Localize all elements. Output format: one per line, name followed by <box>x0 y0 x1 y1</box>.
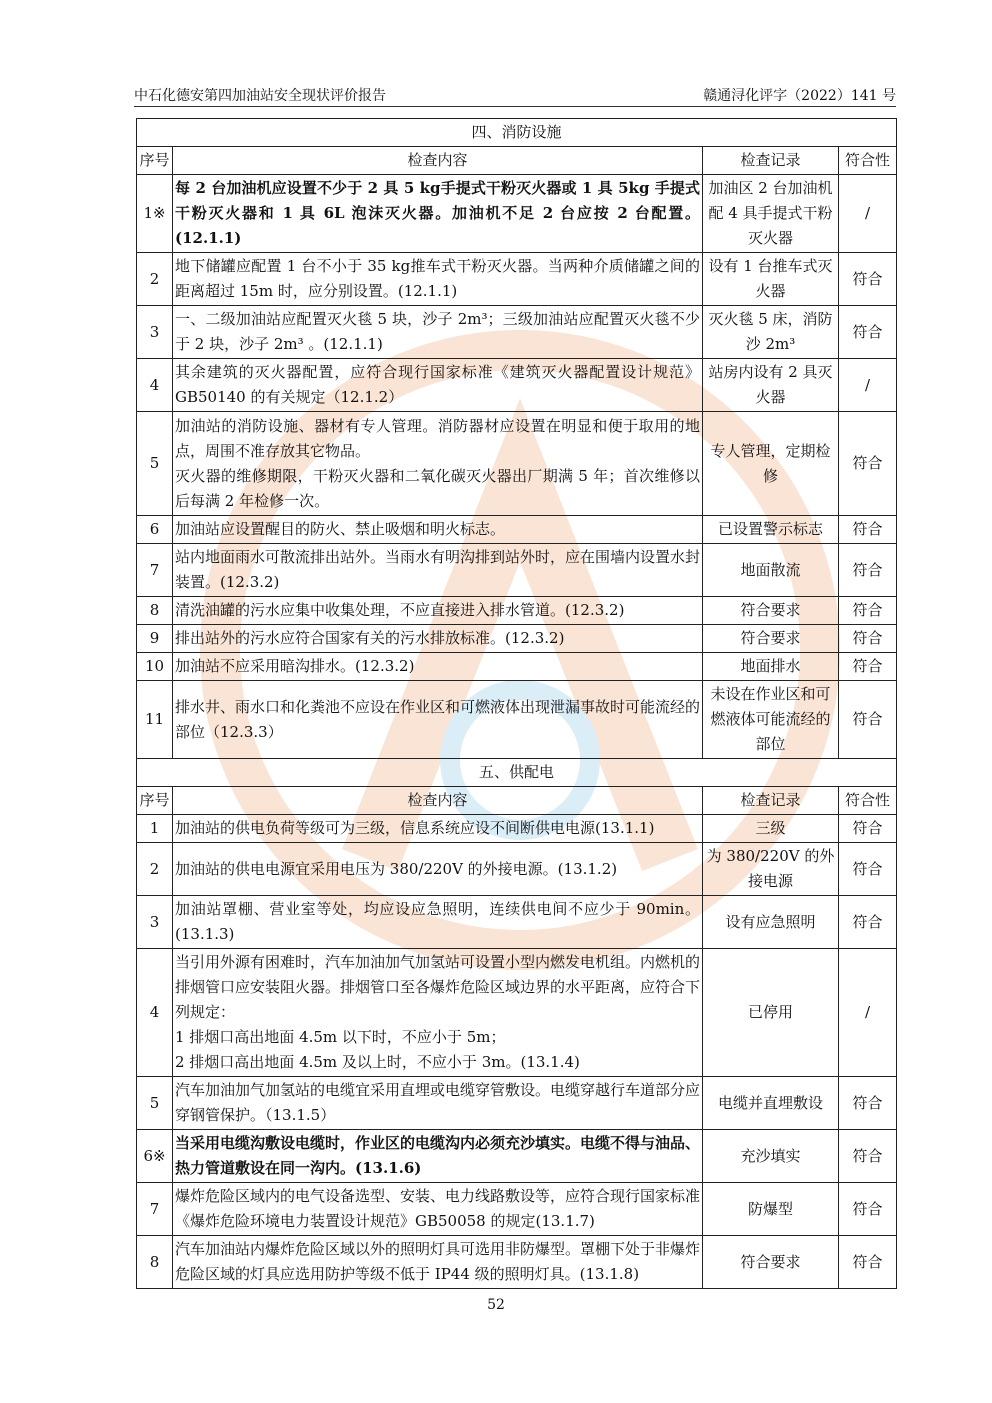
row-result: 符合 <box>839 1077 897 1130</box>
table-row <box>137 1130 897 1183</box>
row-record: 设有 1 台推车式灭火器 <box>703 253 839 306</box>
row-result: 符合 <box>839 1183 897 1236</box>
row-result: 符合 <box>839 681 897 759</box>
row-number: 4 <box>137 949 173 1077</box>
content-line: 汽车加油站内爆炸危险区域以外的照明灯具可选用非防爆型。罩棚下处于非爆炸危险区域的灯具应选用防护等级不低于 IP44 级的照明灯具。(13.1.8) <box>175 1240 701 1283</box>
content-line: 站内地面雨水可散流排出站外。当雨水有明沟排到站外时，应在围墙内设置水封装置。(12.3.2) <box>175 548 701 591</box>
table-row <box>137 681 897 759</box>
row-content <box>173 1236 703 1289</box>
content-line: 加油站不应采用暗沟排水。(12.3.2) <box>175 657 415 675</box>
row-result: 符合 <box>839 1236 897 1289</box>
table-row <box>137 516 897 544</box>
row-number: 7 <box>137 1183 173 1236</box>
column-header-record: 检查记录 <box>703 147 839 175</box>
header-report-title: 中石化德安第四加油站安全现状评价报告 <box>134 88 386 104</box>
table-row <box>137 896 897 949</box>
row-content <box>173 544 703 597</box>
row-record: 地面散流 <box>703 544 839 597</box>
row-number: 8 <box>137 597 173 625</box>
row-content <box>173 175 703 253</box>
row-number: 4 <box>137 359 173 412</box>
row-number: 9 <box>137 625 173 653</box>
row-record: 充沙填实 <box>703 1130 839 1183</box>
column-header-row <box>137 147 897 175</box>
row-result: 符合 <box>839 544 897 597</box>
column-header-no: 序号 <box>137 147 173 175</box>
row-result: 符合 <box>839 815 897 843</box>
row-result: 符合 <box>839 1130 897 1183</box>
content-line: 其余建筑的灭火器配置，应符合现行国家标准《建筑灭火器配置设计规范》GB50140 的有关规定（12.1.2） <box>175 363 700 406</box>
row-record: 三级 <box>703 815 839 843</box>
row-content <box>173 815 703 843</box>
row-number: 7 <box>137 544 173 597</box>
content-line: 灭火器的维修期限，干粉灭火器和二氧化碳灭火器出厂期满 5 年；首次维修以后每满 2 年检修一次。 <box>175 466 700 510</box>
table-row <box>137 949 897 1077</box>
row-number: 1 <box>137 815 173 843</box>
row-content <box>173 653 703 681</box>
row-result: 符合 <box>839 843 897 896</box>
content-line: 清洗油罐的污水应集中收集处理，不应直接进入排水管道。(12.3.2) <box>175 601 625 619</box>
row-content <box>173 412 703 516</box>
row-result: 符合 <box>839 653 897 681</box>
table-row <box>137 1183 897 1236</box>
content-line: 地下储罐应配置 1 台不小于 35 kg推车式干粉灭火器。当两种介质储罐之间的距离超过 15m 时，应分别设置。(12.1.1) <box>175 257 700 300</box>
content-line: 排水井、雨水口和化粪池不应设在作业区和可燃液体出现泄漏事故时可能流经的部位（12.3.3） <box>175 697 701 741</box>
inspection-table <box>136 118 897 1289</box>
row-content <box>173 1077 703 1130</box>
row-record: 符合要求 <box>703 625 839 653</box>
content-line: 当采用电缆沟敷设电缆时，作业区的电缆沟内必须充沙填实。电缆不得与油品、热力管道敷设在同一沟内。(13.1.6) <box>175 1134 701 1177</box>
row-number: 6※ <box>137 1130 173 1183</box>
row-record: 已停用 <box>703 949 839 1077</box>
row-number: 8 <box>137 1236 173 1289</box>
row-content <box>173 681 703 759</box>
content-line: 汽车加油加气加氢站的电缆宜采用直埋或电缆穿管敷设。电缆穿越行车道部分应穿钢管保护。（13.1.5） <box>175 1081 701 1124</box>
table-row <box>137 253 897 306</box>
row-number: 10 <box>137 653 173 681</box>
content-line: 2 排烟口高出地面 4.5m 及以上时，不应小于 3m。(13.1.4) <box>175 1053 580 1071</box>
row-record: 专人管理，定期检修 <box>703 412 839 516</box>
row-number: 6 <box>137 516 173 544</box>
column-header-content: 检查内容 <box>173 147 703 175</box>
row-record: 站房内设有 2 具灭火器 <box>703 359 839 412</box>
table-row <box>137 1077 897 1130</box>
row-content <box>173 896 703 949</box>
table-row <box>137 843 897 896</box>
content-line: 排出站外的污水应符合国家有关的污水排放标准。(12.3.2) <box>175 629 565 647</box>
row-result: 符合 <box>839 412 897 516</box>
row-number: 5 <box>137 412 173 516</box>
row-number: 1※ <box>137 175 173 253</box>
row-number: 2 <box>137 253 173 306</box>
row-record: 已设置警示标志 <box>703 516 839 544</box>
row-record: 防爆型 <box>703 1183 839 1236</box>
row-content <box>173 949 703 1077</box>
content-line: 加油站的供电电源宜采用电压为 380/220V 的外接电源。(13.1.2) <box>175 859 618 878</box>
row-content <box>173 253 703 306</box>
row-content <box>173 359 703 412</box>
content-line: 1 排烟口高出地面 4.5m 以下时，不应小于 5m； <box>175 1028 506 1046</box>
table-row <box>137 625 897 653</box>
row-result: 符合 <box>839 306 897 359</box>
row-number: 3 <box>137 896 173 949</box>
column-header-record: 检查记录 <box>703 787 839 815</box>
table-row <box>137 815 897 843</box>
table-row <box>137 412 897 516</box>
section-title: 四、消防设施 <box>137 119 897 147</box>
row-record: 加油区 2 台加油机配 4 具手提式干粉灭火器 <box>703 175 839 253</box>
column-header-content: 检查内容 <box>173 787 703 815</box>
row-content <box>173 1130 703 1183</box>
row-content <box>173 597 703 625</box>
row-record: 符合要求 <box>703 1236 839 1289</box>
row-number: 2 <box>137 843 173 896</box>
row-content <box>173 1183 703 1236</box>
column-header-row <box>137 787 897 815</box>
table-row <box>137 653 897 681</box>
row-record: 符合要求 <box>703 597 839 625</box>
row-content <box>173 625 703 653</box>
row-record: 灭火毯 5 床，消防沙 2m³ <box>703 306 839 359</box>
section-title-row <box>137 759 897 787</box>
row-result: 符合 <box>839 597 897 625</box>
content-line: 加油站的消防设施、器材有专人管理。消防器材应设置在明显和便于取用的地点，周围不准存放其它物品。 <box>175 416 700 460</box>
row-content <box>173 843 703 896</box>
column-header-no: 序号 <box>137 787 173 815</box>
table-row <box>137 1236 897 1289</box>
page-number: 52 <box>487 1297 505 1313</box>
table-row <box>137 175 897 253</box>
content-line: 当引用外源有困难时，汽车加油加气加氢站可设置小型内燃发电机组。内燃机的排烟管口应安装阻火器。排烟管口至各爆炸危险区域边界的水平距离，应符合下列规定： <box>175 953 701 1021</box>
column-header-result: 符合性 <box>839 147 897 175</box>
row-result: / <box>839 175 897 253</box>
row-number: 3 <box>137 306 173 359</box>
row-record: 地面排水 <box>703 653 839 681</box>
row-content <box>173 516 703 544</box>
row-result: 符合 <box>839 516 897 544</box>
table-row <box>137 597 897 625</box>
content-line: 加油站的供电负荷等级可为三级，信息系统应设不间断供电电源(13.1.1) <box>175 819 655 837</box>
row-result: / <box>839 949 897 1077</box>
row-result: / <box>839 359 897 412</box>
column-header-result: 符合性 <box>839 787 897 815</box>
row-record: 电缆并直埋敷设 <box>703 1077 839 1130</box>
section-title: 五、供配电 <box>137 759 897 787</box>
table-row <box>137 306 897 359</box>
header-report-number: 赣通浔化评字（2022）141 号 <box>703 88 896 104</box>
content-line: 加油站罩棚、营业室等处，均应设应急照明，连续供电间不应少于 90min。(13.1.3) <box>175 900 700 943</box>
table-row <box>137 359 897 412</box>
row-record: 未设在作业区和可燃液体可能流经的部位 <box>703 681 839 759</box>
content-line: 爆炸危险区域内的电气设备选型、安装、电力线路敷设等，应符合现行国家标准《爆炸危险环境电力装置设计规范》GB50058 的规定(13.1.7) <box>175 1187 701 1230</box>
row-record: 设有应急照明 <box>703 896 839 949</box>
row-record: 为 380/220V 的外接电源 <box>703 843 839 896</box>
content-line: 加油站应设置醒目的防火、禁止吸烟和明火标志。 <box>175 520 506 538</box>
row-number: 5 <box>137 1077 173 1130</box>
row-result: 符合 <box>839 896 897 949</box>
row-result: 符合 <box>839 625 897 653</box>
table-row <box>137 544 897 597</box>
row-result: 符合 <box>839 253 897 306</box>
section-title-row <box>137 119 897 147</box>
content-line: 每 2 台加油机应设置不少于 2 具 5 kg手提式干粉灭火器或 1 具 5kg 手提式干粉灭火器和 1 具 6L 泡沫灭火器。加油机不足 2 台应按 2 台配置。(12.1.1) <box>175 179 700 247</box>
page-header <box>134 86 896 107</box>
row-content <box>173 306 703 359</box>
row-number: 11 <box>137 681 173 759</box>
content-line: 一、二级加油站应配置灭火毯 5 块，沙子 2m³；三级加油站应配置灭火毯不少于 2 块，沙子 2m³ 。(12.1.1) <box>175 310 700 353</box>
